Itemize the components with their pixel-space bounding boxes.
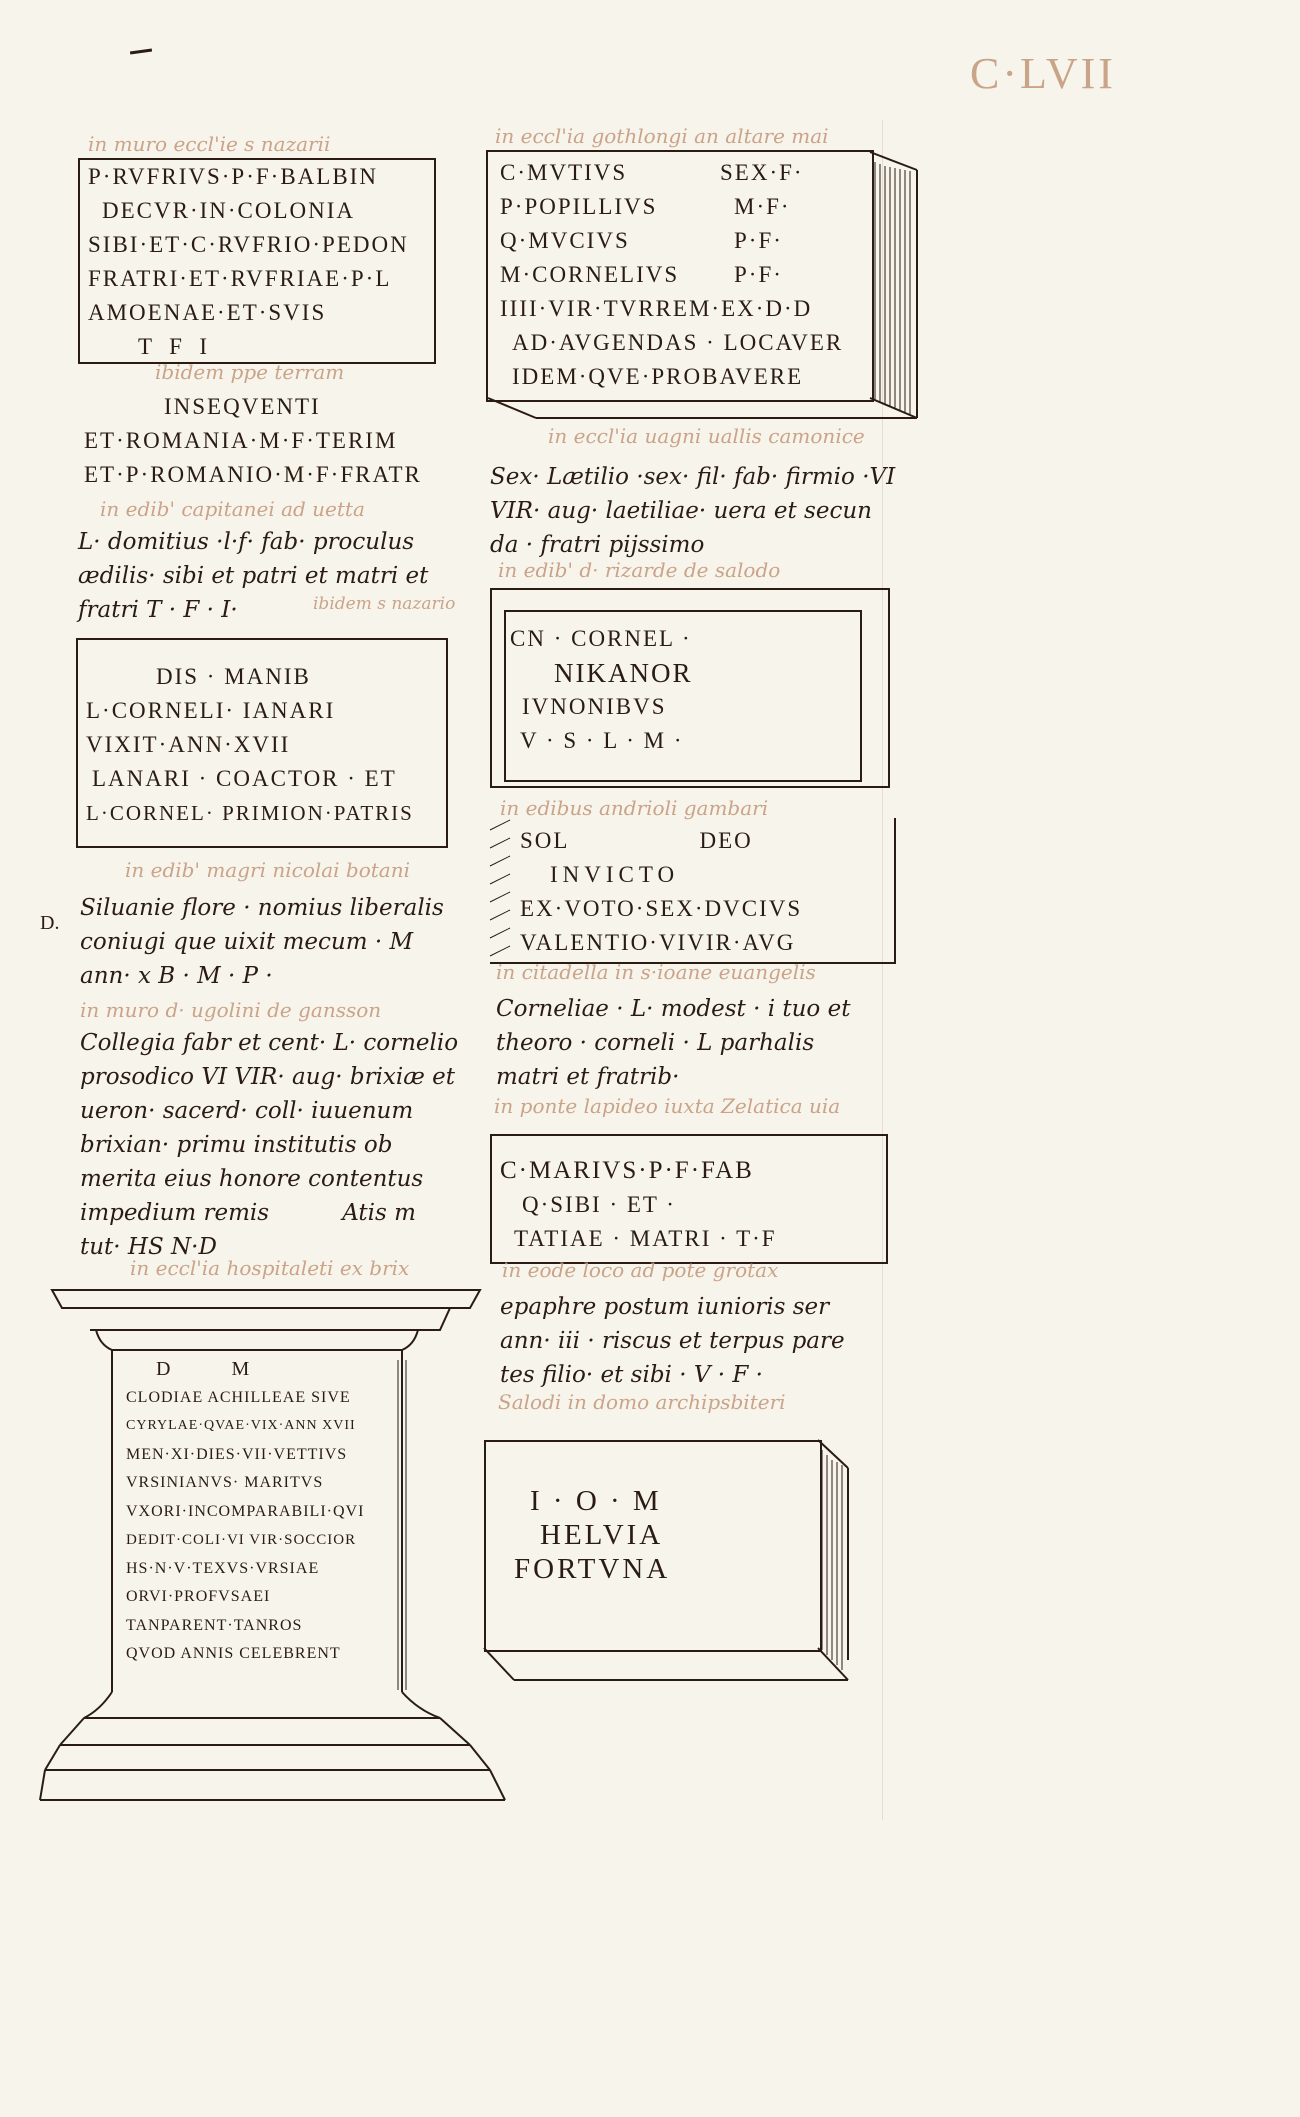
inscription-line: SIBI·ET·C·RVFRIO·PEDON — [88, 232, 409, 257]
inscription-line: V · S · L · M · — [520, 728, 684, 753]
rubric-location: in muro eccl'ie s nazarii — [88, 132, 331, 156]
inscription-line: L·CORNELI· IANARI — [86, 698, 336, 723]
inscription-line: ann· x B · M · P · — [80, 963, 273, 989]
inscription-line: SOL — [520, 828, 570, 853]
inscription-line: Q·MVCIVS — [500, 228, 630, 253]
inscription-line: VXORI·INCOMPARABILI·QVI — [126, 1502, 365, 1520]
rubric-location: in eccl'ia hospitaleti ex brix — [130, 1256, 410, 1280]
inscription-line: TANPARENT·TANROS — [126, 1616, 303, 1634]
inscription-corneli — [86, 660, 414, 830]
inscription-line: DEDIT·COLI·VI VIR·SOCCIOR — [126, 1532, 357, 1548]
inscription-line: prosodico VI VIR· aug· brixiæ et — [80, 1064, 456, 1090]
inscription-line: HELVIA — [540, 1519, 664, 1551]
inscription-line: Sex· Lætilio ·sex· fil· fab· firmio ·VI — [490, 464, 896, 490]
inscription-line: VRSINIANVS· MARITVS — [126, 1474, 324, 1491]
inscription-line: merita eius honore contentus — [80, 1166, 424, 1192]
inscription-line: NIKANOR — [554, 658, 693, 688]
inscription-marius — [500, 1154, 777, 1256]
rubric-location: in edibus andrioli gambari — [500, 796, 769, 820]
inscription-line: AD·AVGENDAS · LOCAVER — [512, 330, 844, 355]
inscription-line: P·POPILLIVS — [500, 194, 658, 219]
inscription-line: L· domitius ·l·f· fab· proculus — [78, 529, 415, 555]
name-grid — [500, 156, 850, 292]
inscription-line: theoro · corneli · L parhalis — [496, 1030, 815, 1056]
rubric-location: Salodi in domo archipsbiteri — [498, 1390, 786, 1414]
rubric-location: in eode loco ad pote grotax — [502, 1258, 779, 1282]
inscription-line: Siluanie flore · nomius liberalis — [80, 895, 444, 921]
inscription-line: T F I — [138, 334, 210, 359]
inscription-laetilio — [490, 460, 895, 562]
inscription-line: M·F· — [734, 194, 791, 219]
inscription-line: P·RVFRIVS·P·F·BALBIN — [88, 164, 378, 189]
inscription-line: VALENTIO·VIVIR·AVG — [520, 930, 796, 955]
rubric-location: in ponte lapideo iuxta Zelatica uia — [494, 1094, 841, 1118]
inscription-line: CYRYLAE·QVAE·VIX·ANN XVII — [126, 1418, 356, 1433]
inscription-line: L·CORNEL· PRIMION·PATRIS — [86, 801, 414, 825]
inscription-line: LANARI · COACTOR · ET — [92, 766, 397, 791]
inscription-line: C·MARIVS·P·F·FAB — [500, 1157, 754, 1184]
inscription-line: P·F· — [734, 228, 783, 253]
inscription-line: fratri T · F · I· — [78, 597, 238, 623]
rubric-location: in eccl'ia uagni uallis camonice — [548, 424, 865, 448]
rubric-location: ibidem ppe terram — [155, 360, 345, 384]
inscription-line: impedium remis Atis m — [80, 1200, 416, 1226]
inscription-line: VIXIT·ANN·XVII — [86, 732, 291, 757]
inscription-nikanor — [510, 622, 693, 758]
inscription-line: ET·P·ROMANIO·M·F·FRATR — [84, 462, 422, 487]
rubric-location: ibidem s nazario — [313, 594, 456, 614]
inscription-line: EX·VOTO·SEX·DVCIVS — [520, 896, 803, 921]
inscription-line: QVOD ANNIS CELEBRENT — [126, 1645, 341, 1662]
rubric-location: in edib' d· rizarde de salodo — [498, 558, 781, 582]
inscription-sol — [520, 824, 802, 960]
inscription-line: ann· iii · riscus et terpus pare — [500, 1328, 845, 1354]
inscription-line: CLODIAE ACHILLEAE SIVE — [126, 1388, 351, 1406]
rubric-location: in muro d· ugolini de gansson — [80, 998, 382, 1022]
inscription-line: VIR· aug· laetiliae· uera et secun — [490, 498, 872, 524]
inscription-line: ueron· sacerd· coll· iuuenum — [80, 1098, 414, 1124]
sol-deo-row — [520, 824, 802, 858]
inscription-line: DEO — [699, 828, 753, 853]
inscription-line: coniugi que uixit mecum · M — [80, 929, 414, 955]
inscription-line: MEN·XI·DIES·VII·VETTIVS — [126, 1445, 348, 1463]
inscription-iom — [514, 1484, 670, 1586]
margin-letter: D. — [40, 912, 60, 934]
rubric-location: in edib' capitanei ad uetta — [100, 497, 365, 521]
inscription-rufrius — [88, 160, 409, 364]
rubric-location: in edib' magri nicolai botani — [125, 858, 411, 882]
inscription-line: ædilis· sibi et patri et matri et — [78, 563, 429, 589]
inscription-line: HS·N·V·TEXVS·VRSIAE — [126, 1559, 320, 1577]
inscription-line: IIII·VIR·TVRREM·EX·D·D — [500, 296, 813, 321]
box-shading-8 — [822, 1450, 842, 1670]
inscription-line: IVNONIBVS — [522, 694, 667, 719]
inscription-line: DECVR·IN·COLONIA — [102, 198, 356, 223]
inscription-epaphre — [500, 1290, 845, 1392]
inscription-line: Q·SIBI · ET · — [522, 1192, 676, 1217]
inscription-line: CN · CORNEL · — [510, 626, 692, 651]
inscription-line: brixian· primu institutis ob — [80, 1132, 393, 1158]
altar-inscription — [126, 1355, 364, 1669]
inscription-line: TATIAE · MATRI · T·F — [514, 1226, 777, 1251]
inscription-corneliae — [496, 992, 850, 1094]
inscription-line: D M — [156, 1358, 251, 1380]
inscription-line: DIS · MANIB — [156, 664, 311, 689]
inscription-line: M·CORNELIVS — [500, 262, 680, 287]
inscription-line: P·F· — [734, 262, 783, 287]
folio-number: C·LVII — [970, 49, 1116, 98]
inscription-line: FRATRI·ET·RVFRIAE·P·L — [88, 266, 392, 291]
inscription-line: Corneliae · L· modest · i tuo et — [496, 996, 851, 1022]
inscription-line: tut· HS N·D — [80, 1234, 217, 1260]
inscription-line: IDEM·QVE·PROBAVERE — [512, 364, 804, 389]
inscription-line: epaphre postum iunioris ser — [500, 1294, 830, 1320]
inscription-line: I · O · M — [530, 1485, 662, 1517]
inscription-line: INVICTO — [550, 862, 680, 887]
rubric-location: in citadella in s·ioane euangelis — [496, 960, 816, 984]
inscription-line: da · fratri pijssimo — [490, 532, 705, 558]
inscription-line: FORTVNA — [514, 1553, 671, 1585]
inscription-line: tes filio· et sibi · V · F · — [500, 1362, 763, 1388]
inscription-line: matri et fratrib· — [496, 1064, 680, 1090]
inscription-line: ET·ROMANIA·M·F·TERIM — [84, 428, 398, 453]
inscription-romania — [84, 390, 422, 492]
inscription-line: C·MVTIVS — [500, 160, 628, 185]
inscription-line: SEX·F· — [720, 160, 804, 185]
inscription-line: ORVI·PROFVSAEI — [126, 1588, 271, 1605]
box-shading-1 — [875, 162, 910, 415]
inscription-line: INSEQVENTI — [164, 394, 321, 419]
inscription-line: AMOENAE·ET·SVIS — [88, 300, 327, 325]
inscription-collegia — [80, 1026, 458, 1264]
rubric-location: in eccl'ia gothlongi an altare mai — [495, 124, 829, 148]
inscription-mutius — [500, 156, 850, 394]
inscription-line: Collegia fabr et cent· L· cornelio — [80, 1030, 459, 1056]
inscription-siluanie — [80, 891, 444, 993]
